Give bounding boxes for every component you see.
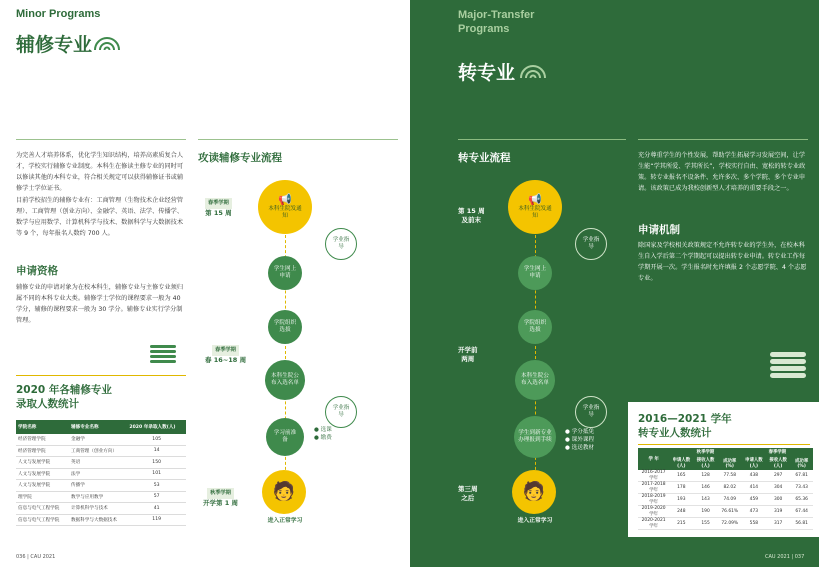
table-cell: 300 <box>766 494 790 506</box>
minor-title: 辅修专业 <box>16 34 93 56</box>
node-label: 学院组织选拔 <box>523 320 547 333</box>
stage-label: 开学第 1 周 <box>203 499 239 507</box>
minor-stats-heading-line2: 录取人数统计 <box>16 398 79 410</box>
divider <box>16 139 186 140</box>
rainbow-arc-icon <box>92 34 122 50</box>
transfer-stats-heading-line1: 2016—2021 学年 <box>638 413 732 425</box>
bullet-item: ● 课外课程 <box>565 437 595 443</box>
node-label: 学业指导 <box>582 405 600 418</box>
divider <box>458 139 626 140</box>
student-avatar <box>512 470 556 514</box>
minor-stats-heading-line1: 2020 年各辅修专业 <box>16 384 112 396</box>
stage-label: 春 16~18 周 <box>205 356 247 364</box>
table-cell: 150 <box>127 457 186 469</box>
megaphone-icon: 📢 <box>528 193 542 206</box>
table-cell: 67.44 <box>790 506 813 518</box>
stage-label: 第 15 周 及前末 <box>458 207 485 224</box>
table-cell: 41 <box>127 503 186 515</box>
table-cell: 319 <box>766 506 790 518</box>
stripes-decoration <box>770 352 806 378</box>
side-node-guide <box>325 396 357 428</box>
flow-node-publish <box>515 360 555 400</box>
mechanism-text: 除国家及学校相关政策规定不允许转专业的学生外，在校本科生自入学后第二个学期起可以提出转专业申请。转专业工作每学期开展一次。学生报名时允许填报 2 个志愿学院、4 个志愿专业。 <box>638 242 807 282</box>
table-cell: 工商管理（创业方向） <box>69 445 127 457</box>
table-row <box>638 494 813 506</box>
minor-kicker: Minor Programs <box>16 8 101 20</box>
transfer-intro: 充分尊重学生的个性发展，帮助学生拓展学习发展空间，让学生能“学其所爱、学其所长”，学校实行自由、宽松的转专业政策。转专业报名不设条件、允许多次、多个学院、多个专业申请。该政策已成为我校创新型人才培养的重要手段之一。 <box>638 152 806 192</box>
bullet-label: 选送教材 <box>571 445 595 451</box>
divider <box>198 139 398 140</box>
minor-stats-heading <box>16 383 112 411</box>
bullet-item: ● 选课 <box>314 427 332 433</box>
stage-tag: 秋季学期 <box>207 488 234 499</box>
table-cell: 2020-2021 学年 <box>638 518 669 530</box>
table-cell: 56.81 <box>790 518 813 530</box>
table-header: 学院名称 <box>16 420 69 434</box>
table-cell: 77.58 <box>718 470 742 482</box>
minor-flow-heading: 攻读辅修专业流程 <box>198 152 282 164</box>
node-label: 本科生院发通知 <box>518 206 552 219</box>
table-cell: 信息与电气工程学院 <box>16 514 69 526</box>
table-cell: 数据科学与大数据技术 <box>69 514 127 526</box>
table-header: 成功率(%) <box>718 456 742 470</box>
flow-node-enter: 进入正常学习 <box>517 518 553 524</box>
table-cell: 155 <box>693 518 717 530</box>
table-cell: 558 <box>742 518 766 530</box>
table-cell: 143 <box>693 494 717 506</box>
transfer-stats-table <box>638 448 813 530</box>
table-cell: 数学与应用数学 <box>69 491 127 503</box>
right-page <box>410 0 819 567</box>
transfer-kicker <box>458 8 534 36</box>
table-cell: 53 <box>127 480 186 492</box>
table-cell: 65.36 <box>790 494 813 506</box>
table-cell: 计算机科学与技术 <box>69 503 127 515</box>
table-cell: 128 <box>693 470 717 482</box>
node-label: 学院组织选拔 <box>273 320 297 333</box>
flow-node-enter: 进入正常学习 <box>267 518 303 524</box>
table-cell: 经济管理学院 <box>16 434 69 445</box>
bullet-label: 课外课程 <box>571 437 595 443</box>
transfer-stats-panel <box>628 402 819 537</box>
flow-node-notice <box>508 180 562 234</box>
bullet-list <box>565 428 594 452</box>
table-row <box>638 506 813 518</box>
divider <box>16 375 186 376</box>
bullet-item: ● 选送教材 <box>565 445 595 451</box>
side-node-guide <box>575 228 607 260</box>
bullet-label: 缴费 <box>320 435 332 441</box>
stripes-decoration <box>150 345 176 363</box>
node-label: 学生网上申请 <box>523 266 547 279</box>
table-cell: 459 <box>742 494 766 506</box>
stage-block <box>203 488 238 508</box>
table-cell: 414 <box>742 482 766 494</box>
flow-node-apply <box>518 256 552 290</box>
table-cell: 法学 <box>69 468 127 480</box>
page-footer: CAU 2021 | 037 <box>765 554 805 560</box>
node-label: 学业指导 <box>582 237 600 250</box>
table-cell: 2018-2019 学年 <box>638 494 669 506</box>
transfer-kicker-line2: Programs <box>458 23 510 35</box>
node-label: 本科生院发通知 <box>268 206 302 219</box>
table-header: 申请人数(人) <box>742 456 766 470</box>
megaphone-icon: 📢 <box>278 193 292 206</box>
flow-node-notice <box>258 180 312 234</box>
table-cell: 74.09 <box>718 494 742 506</box>
table-cell: 105 <box>127 434 186 445</box>
bullet-item: ● 学分抵免 <box>565 429 595 435</box>
transfer-kicker-line1: Major-Transfer <box>458 9 535 21</box>
table-row <box>638 470 813 482</box>
bullet-label: 学分抵免 <box>571 429 595 435</box>
table-cell: 119 <box>127 514 186 526</box>
table-row <box>16 480 186 492</box>
node-label: 学业指导 <box>332 237 350 250</box>
table-header: 成功率(%) <box>790 456 813 470</box>
minor-intro-p2: 目前学校招生的辅修专业有：工商管理（生物技术企业经营管理）、工商管理（创业方向）、金融学、英语、法学、传播学、数学与应用数学、计算机科学与技术、数据科学与大数据技术等 9 个，每年报名人数约 700 人。 <box>16 197 184 237</box>
table-row <box>16 457 186 469</box>
bullet-label: 选课 <box>320 427 332 433</box>
node-label: 学生网上申请 <box>273 266 297 279</box>
transfer-stats-heading-line2: 转专业人数统计 <box>638 427 712 439</box>
flow-node-publish <box>265 360 305 400</box>
table-cell: 人文与发展学院 <box>16 457 69 469</box>
table-cell: 101 <box>127 468 186 480</box>
table-cell: 215 <box>669 518 693 530</box>
table-cell: 146 <box>693 482 717 494</box>
bullet-list <box>314 426 332 442</box>
table-cell: 473 <box>742 506 766 518</box>
node-label: 学习前准备 <box>273 430 297 443</box>
student-icon: 🧑 <box>272 481 296 502</box>
table-row <box>16 434 186 445</box>
table-header: 申请人数(人) <box>669 456 693 470</box>
table-cell: 193 <box>669 494 693 506</box>
table-cell: 2017-2018 学年 <box>638 482 669 494</box>
node-label: 学生到新专业办理报到手续 <box>518 430 552 443</box>
table-header: 接收人数(人) <box>693 456 717 470</box>
flow-node-register <box>514 416 556 458</box>
table-cell: 165 <box>669 470 693 482</box>
table-header: 2020 年录取人数(人) <box>127 420 186 434</box>
table-cell: 178 <box>669 482 693 494</box>
page-footer: 036 | CAU 2021 <box>16 554 56 560</box>
rainbow-arc-icon <box>518 62 548 78</box>
transfer-title: 转专业 <box>458 62 516 84</box>
transfer-flow-heading: 转专业流程 <box>458 152 511 164</box>
minor-intro-p1: 为完善人才培养体系，优化学生知识结构，培养高素质复合人才，学校实行辅修专业制度。本科生在修读主修专业的同时可以修读其他的本科专业，符合相关规定可以获得辅修证书或辅修学士学位证书。 <box>16 152 184 192</box>
node-label: 本科生院公布入选名单 <box>521 373 549 386</box>
stage-block <box>205 198 232 218</box>
table-cell: 理学院 <box>16 491 69 503</box>
table-cell: 438 <box>742 470 766 482</box>
table-cell: 317 <box>766 518 790 530</box>
table-row <box>16 445 186 457</box>
table-cell: 2016-2017 学年 <box>638 470 669 482</box>
table-row <box>638 482 813 494</box>
table-cell: 72.09% <box>718 518 742 530</box>
table-cell: 2019-2020 学年 <box>638 506 669 518</box>
table-cell: 人文与发展学院 <box>16 480 69 492</box>
transfer-stats-heading <box>638 412 732 440</box>
table-header: 辅修专业名称 <box>69 420 127 434</box>
table-header: 秋季学期 <box>669 448 742 456</box>
divider <box>638 444 810 445</box>
stage-label: 第三周 之后 <box>458 485 478 502</box>
qualification-text: 辅修专业的申请对象为在校本科生，辅修专业与主修专业须归属不同的本科专业大类。辅修学士学位的课程要求一般为 40 学分，辅修的课程要求一般为 30 学分。辅修专业实行学分制管理。 <box>16 284 184 324</box>
table-cell: 76.61% <box>718 506 742 518</box>
stage-tag: 春季学期 <box>205 198 232 209</box>
table-header: 春季学期 <box>742 448 813 456</box>
flow-node-register <box>266 418 304 456</box>
table-cell: 248 <box>669 506 693 518</box>
table-cell: 57 <box>127 491 186 503</box>
table-cell: 信息与电气工程学院 <box>16 503 69 515</box>
stage-label: 开学前 两周 <box>458 346 478 363</box>
table-row <box>16 514 186 526</box>
table-row <box>16 468 186 480</box>
mechanism-heading: 申请机制 <box>638 224 680 236</box>
table-header: 学 年 <box>638 448 669 470</box>
side-node-guide <box>325 228 357 260</box>
node-label: 本科生院公布入选名单 <box>271 373 299 386</box>
stage-tag: 春季学期 <box>212 345 239 356</box>
flow-node-select <box>518 310 552 344</box>
flow-node-apply <box>268 256 302 290</box>
table-cell: 传播学 <box>69 480 127 492</box>
table-cell: 297 <box>766 470 790 482</box>
side-node-guide <box>575 396 607 428</box>
table-header: 接收人数(人) <box>766 456 790 470</box>
table-cell: 304 <box>766 482 790 494</box>
node-label: 学业指导 <box>332 405 350 418</box>
student-avatar <box>262 470 306 514</box>
table-row <box>16 491 186 503</box>
table-cell: 经济管理学院 <box>16 445 69 457</box>
minor-stats-table <box>16 420 186 526</box>
flow-node-select <box>268 310 302 344</box>
student-icon: 🧑 <box>522 481 546 502</box>
table-cell: 67.81 <box>790 470 813 482</box>
table-row <box>638 518 813 530</box>
table-cell: 82.02 <box>718 482 742 494</box>
bullet-item: ● 缴费 <box>314 435 332 441</box>
stage-label: 第 15 周 <box>205 209 232 217</box>
table-cell: 人文与发展学院 <box>16 468 69 480</box>
table-cell: 金融学 <box>69 434 127 445</box>
divider <box>638 139 808 140</box>
qualification-heading: 申请资格 <box>16 265 58 277</box>
table-cell: 14 <box>127 445 186 457</box>
table-row <box>16 503 186 515</box>
table-cell: 190 <box>693 506 717 518</box>
table-cell: 英语 <box>69 457 127 469</box>
stage-block <box>205 345 246 365</box>
table-cell: 73.43 <box>790 482 813 494</box>
